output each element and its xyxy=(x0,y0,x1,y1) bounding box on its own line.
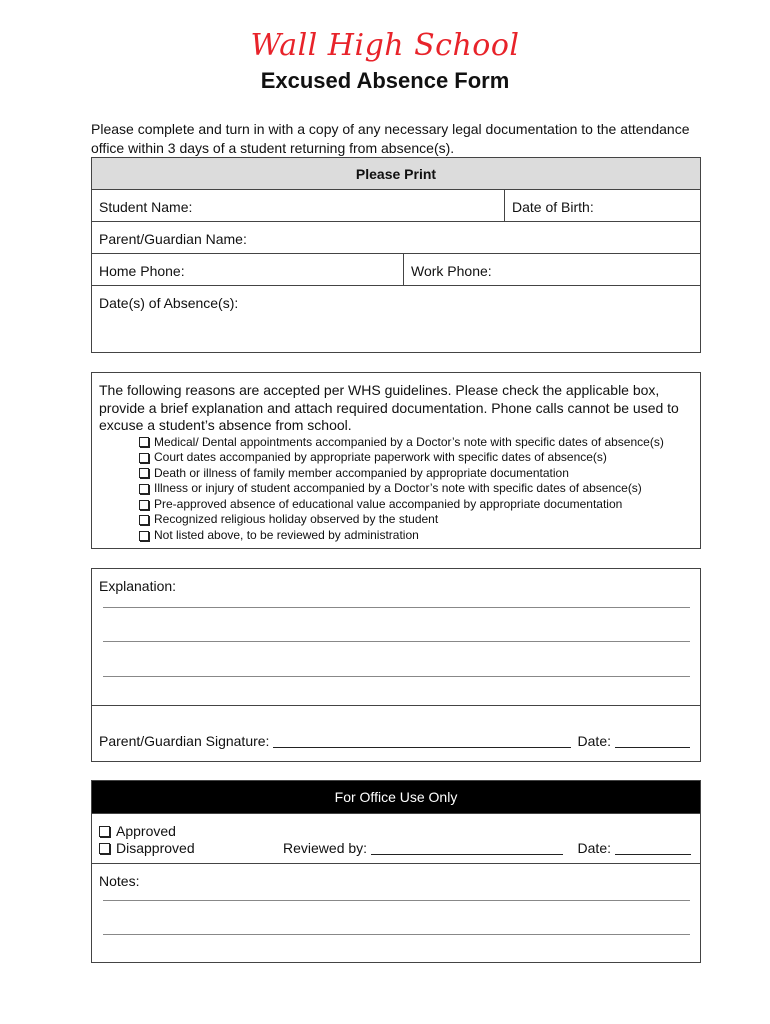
please-print-header xyxy=(92,158,700,190)
signature-row xyxy=(99,733,690,749)
parent-guardian-name-field[interactable] xyxy=(92,222,700,253)
signature-area xyxy=(92,706,700,761)
student-name-label: Student Name: xyxy=(99,199,193,215)
disapproved-option[interactable] xyxy=(99,840,195,856)
checkbox-icon[interactable] xyxy=(139,500,149,510)
office-date-field xyxy=(578,840,691,856)
notes-label: Notes: xyxy=(99,873,140,889)
student-name-row xyxy=(92,190,700,222)
phone-row xyxy=(92,254,700,286)
intro-text: Please complete and turn in with a copy of any necessary legal documentation to the attendance office within 3 days of a student returning from absence(s). xyxy=(91,121,690,156)
dates-of-absence-field[interactable] xyxy=(92,286,700,352)
reasons-intro: The following reasons are accepted per WHS guidelines. Please check the applicable box, provide a brief explanation and attach required documentation. Phone calls cannot be used to excuse a student’s absence from school. xyxy=(99,382,679,433)
reason-label: Not listed above, to be reviewed by administration xyxy=(154,528,419,543)
reason-item[interactable] xyxy=(139,435,693,451)
approved-label: Approved xyxy=(116,823,176,839)
reason-item[interactable] xyxy=(139,512,693,528)
absence-dates-row xyxy=(92,286,700,352)
office-use-title: For Office Use Only xyxy=(334,789,458,805)
reviewed-by-line[interactable] xyxy=(371,840,563,855)
form-title: Excused Absence Form xyxy=(260,68,510,93)
checkbox-icon[interactable] xyxy=(139,453,149,463)
student-info-section xyxy=(91,157,701,353)
explanation-area[interactable] xyxy=(92,569,700,706)
notes-line xyxy=(103,900,690,901)
please-print-label: Please Print xyxy=(355,165,437,182)
reviewed-by-label: Reviewed by: xyxy=(283,840,368,856)
reason-label: Court dates accompanied by appropriate paperwork with specific dates of absence(s) xyxy=(154,450,607,465)
checkbox-icon[interactable] xyxy=(139,437,149,447)
reason-label: Medical/ Dental appointments accompanied by a Doctor’s note with specific dates of absence(s) xyxy=(154,434,664,449)
notes-line xyxy=(103,934,690,935)
work-phone-field[interactable] xyxy=(403,254,700,285)
reason-label: Illness or injury of student accompanied by a Doctor’s note with specific dates of absence(s) xyxy=(154,481,642,496)
explanation-line xyxy=(103,676,690,677)
office-use-header xyxy=(92,781,700,814)
home-phone-field[interactable] xyxy=(92,254,403,285)
date-of-birth-field[interactable] xyxy=(504,190,700,221)
school-name: Wall High School xyxy=(250,28,520,63)
signature-date-line[interactable] xyxy=(615,733,690,748)
reason-list xyxy=(99,435,693,544)
reason-item[interactable] xyxy=(139,466,693,482)
office-date-line[interactable] xyxy=(615,840,691,855)
checkbox-icon[interactable] xyxy=(99,826,110,837)
checkbox-icon[interactable] xyxy=(139,484,149,494)
reason-label: Recognized religious holiday observed by the student xyxy=(154,512,439,527)
approved-option[interactable] xyxy=(99,823,176,839)
reviewed-by-field xyxy=(283,840,563,856)
explanation-line xyxy=(103,641,690,642)
checkbox-icon[interactable] xyxy=(139,468,149,478)
home-phone-label: Home Phone: xyxy=(99,263,185,279)
dates-of-absence-label: Date(s) of Absence(s): xyxy=(99,295,239,311)
work-phone-label: Work Phone: xyxy=(411,263,492,279)
checkbox-icon[interactable] xyxy=(139,515,149,525)
explanation-section xyxy=(91,568,701,762)
notes-area[interactable] xyxy=(92,864,700,962)
explanation-label: Explanation: xyxy=(99,578,177,594)
parent-name-row xyxy=(92,222,700,254)
checkbox-icon[interactable] xyxy=(99,843,110,854)
student-name-field[interactable] xyxy=(92,190,504,221)
office-use-section xyxy=(91,780,701,963)
reason-label: Pre-approved absence of educational value accompanied by appropriate documentation xyxy=(154,496,623,511)
disapproved-label: Disapproved xyxy=(116,840,195,856)
reason-item[interactable] xyxy=(139,528,693,544)
date-of-birth-label: Date of Birth: xyxy=(512,199,594,215)
explanation-line xyxy=(103,607,690,608)
reasons-section xyxy=(91,372,701,549)
signature-line[interactable] xyxy=(273,733,571,748)
reason-item[interactable] xyxy=(139,497,693,513)
checkbox-icon[interactable] xyxy=(139,531,149,541)
reason-item[interactable] xyxy=(139,481,693,497)
office-decision-row xyxy=(92,814,700,864)
parent-guardian-name-label: Parent/Guardian Name: xyxy=(99,231,247,247)
reason-item[interactable] xyxy=(139,450,693,466)
signature-label: Parent/Guardian Signature: xyxy=(99,733,270,749)
reason-label: Death or illness of family member accompanied by appropriate documentation xyxy=(154,465,569,480)
office-date-label: Date: xyxy=(577,840,611,856)
signature-date-label: Date: xyxy=(577,733,611,749)
